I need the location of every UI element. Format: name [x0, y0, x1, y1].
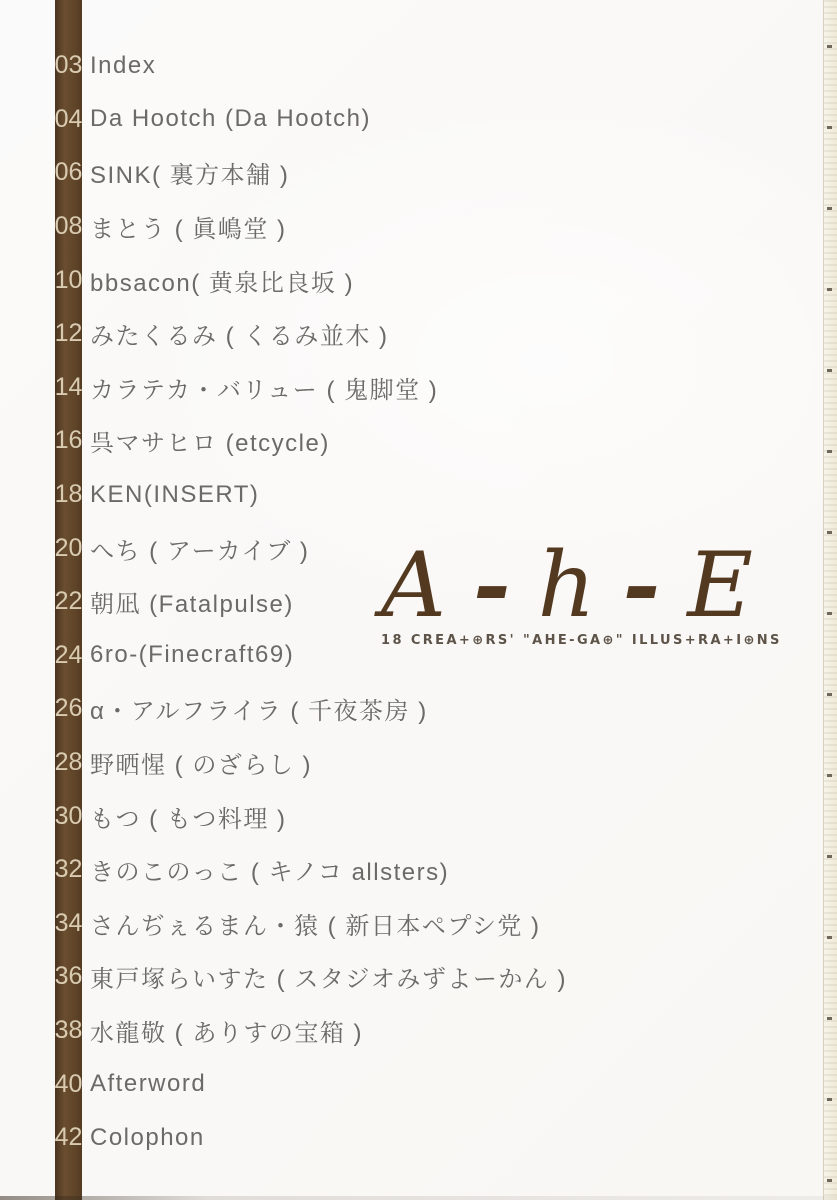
- toc-page-number: 32: [54, 855, 83, 884]
- toc-entry: [0, 253, 837, 307]
- logo-tagline: 18 CREA+⊕RS' "AHE-GA⊕" ILLUS+RA+I⊕NS: [381, 633, 782, 648]
- toc-entry-title: 6ro-(Finecraft69): [90, 641, 295, 669]
- toc-entry-title: 東戸塚らいすた ( スタジオみずよーかん ): [90, 966, 567, 994]
- toc-page-number: 04: [54, 104, 83, 133]
- toc-entry: [0, 1004, 837, 1058]
- toc-entry-title: 朝凪 (Fatalpulse): [90, 591, 294, 619]
- toc-entry: [0, 897, 837, 951]
- toc-page-number: 10: [54, 265, 83, 294]
- logo-dash-icon: -: [473, 532, 511, 638]
- toc-page-number: 20: [54, 533, 83, 562]
- toc-entry: [0, 146, 837, 200]
- toc-entry-title: SINK( 裏方本舗 ): [90, 162, 290, 190]
- toc-page-number: 38: [54, 1015, 83, 1044]
- toc-page-number: 28: [54, 748, 83, 777]
- toc-entry-title: へち ( アーカイブ ): [90, 537, 310, 565]
- toc-page-number: 42: [54, 1123, 83, 1152]
- toc-page-number: 16: [54, 426, 83, 455]
- toc-entry: [0, 1057, 837, 1111]
- bottom-edge-shadow: [0, 1196, 837, 1200]
- toc-entry-title: 水龍敬 ( ありすの宝箱 ): [90, 1019, 363, 1047]
- toc-page-number: 14: [54, 372, 83, 401]
- toc-entry: [0, 93, 837, 147]
- toc-page-number: 40: [54, 1069, 83, 1098]
- logo-dash-icon: -: [622, 532, 661, 638]
- toc-entry-title: bbsacon( 黄泉比良坂 ): [90, 269, 355, 297]
- toc-page-number: 26: [54, 694, 83, 723]
- toc-entry: [0, 789, 837, 843]
- toc-entry-title: カラテカ・バリュー ( 鬼脚堂 ): [90, 376, 439, 404]
- toc-page-number: 30: [54, 801, 83, 830]
- toc-entry-title: もつ ( もつ料理 ): [90, 805, 287, 833]
- toc-entry: [0, 361, 837, 415]
- toc-entry: [0, 39, 837, 93]
- toc-entry: [0, 468, 837, 522]
- toc-entry-title: Index: [90, 51, 157, 79]
- page-edge-strip: [823, 0, 837, 1200]
- logo-letter-a: A: [381, 533, 446, 638]
- toc-page-number: 03: [54, 51, 83, 80]
- toc-entry-title: さんぢぇるまん・猿 ( 新日本ペプシ党 ): [90, 912, 541, 940]
- toc-page-number: 36: [54, 962, 83, 991]
- toc-page-number: 34: [54, 908, 83, 937]
- toc-page-number: 12: [54, 319, 83, 348]
- toc-page-number: 22: [54, 587, 83, 616]
- logo-letter-h: h: [537, 533, 596, 638]
- toc-entry: [0, 1111, 837, 1165]
- toc-entry: [0, 307, 837, 361]
- toc-entry-title: α・アルフライラ ( 千夜茶房 ): [90, 698, 428, 726]
- toc-entry: [0, 950, 837, 1004]
- toc-entry: [0, 414, 837, 468]
- toc-page-number: 06: [54, 158, 83, 187]
- toc-page-number: 18: [54, 480, 83, 509]
- logo-letters: [381, 532, 753, 638]
- toc-entry-title: Afterword: [90, 1070, 207, 1098]
- toc-entry: [0, 682, 837, 736]
- toc-page-number: 08: [54, 212, 83, 241]
- logo: [381, 532, 782, 648]
- toc-page-number: 24: [54, 640, 83, 669]
- toc-entry-title: KEN(INSERT): [90, 480, 260, 508]
- toc-entry: [0, 200, 837, 254]
- toc-entry-title: 呉マサヒロ (etcycle): [90, 430, 330, 458]
- toc-entry-title: みたくるみ ( くるみ並木 ): [90, 323, 389, 351]
- toc-entry-title: Da Hootch (Da Hootch): [90, 105, 371, 133]
- toc-entry: [0, 843, 837, 897]
- logo-letter-e: E: [687, 533, 753, 638]
- toc-entry-title: きのこのっこ ( キノコ allsters): [90, 859, 450, 887]
- toc-entry-title: 野晒惺 ( のざらし ): [90, 752, 312, 780]
- toc-entry-title: Colophon: [90, 1123, 205, 1151]
- toc-entry-title: まとう ( 眞嶋堂 ): [90, 216, 287, 244]
- toc-entry: [0, 736, 837, 790]
